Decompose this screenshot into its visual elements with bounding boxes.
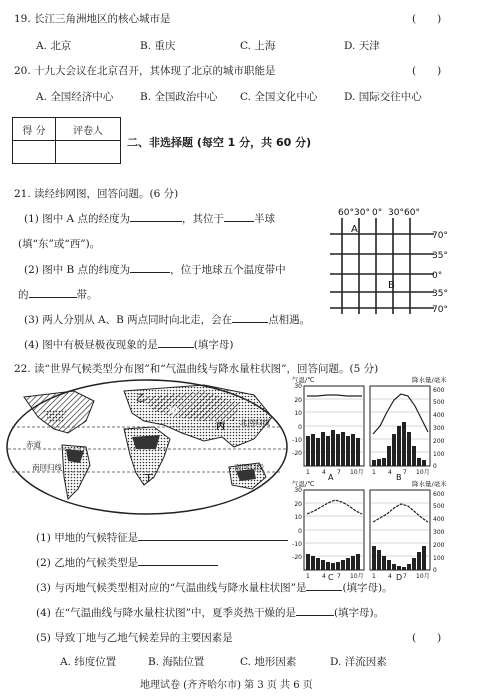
chart-letter-b: B [396, 473, 402, 482]
chart-a-temp-unit: 气温/℃ [292, 376, 315, 384]
score-label: 得 分 [13, 118, 56, 141]
month-tick: 7 [337, 469, 341, 476]
grid-top-label: 60° [404, 208, 420, 218]
q21-part2-line2: 的 带。 [18, 289, 98, 301]
q21-part2-line1: (2) 图中 B 点的纬度为 ，位于地球五个温度带中 [24, 264, 286, 276]
chart-b-precip-unit: 降水量/毫米 [412, 376, 447, 384]
temp-tick: 30 [294, 487, 302, 494]
q22-part1: (1) 甲地的气候特征是 [36, 530, 288, 545]
grid-point-b: B [388, 280, 395, 291]
month-tick: 10月 [416, 573, 430, 580]
q22-part5-paren: ( ) [412, 632, 442, 644]
grid-right-label: 70° [432, 305, 448, 315]
precip-tick: 400 [433, 516, 445, 523]
month-tick: 1 [306, 573, 310, 580]
q20-option-b: B. 全国政治中心 [140, 91, 218, 103]
chart-d-precip-unit: 降水量/毫米 [412, 480, 447, 488]
section-title: 二、非选择题 (每空 1 分，共 60 分) [127, 136, 312, 149]
temp-tick: -10 [292, 541, 302, 548]
precip-tick: 400 [433, 412, 445, 419]
temp-tick: 30 [294, 383, 302, 390]
precip-tick: 500 [433, 399, 445, 406]
q20-paren: ( ) [412, 65, 442, 77]
q20-option-a: A. 全国经济中心 [36, 91, 114, 103]
month-tick: 10月 [350, 573, 364, 580]
q19-option-d: D. 天津 [344, 40, 380, 52]
grid-right-label: 70° [432, 231, 448, 241]
q21-part1-line1: (1) 图中 A 点的经度为 ，其位于 半球 [24, 213, 275, 225]
month-tick: 1 [372, 469, 376, 476]
latlong-grid [324, 206, 464, 321]
map-label-yi: 乙 [136, 394, 146, 404]
q22-option-d: D. 洋流因素 [330, 656, 387, 668]
q19-option-c: C. 上海 [240, 40, 276, 52]
q21-part4: (4) 图中有极昼极夜现象的是 (填字母) [24, 339, 234, 351]
map-label-chidao: 赤道 [26, 440, 41, 449]
map-label-jia: 甲 [169, 408, 179, 418]
temp-tick: -20 [292, 450, 302, 457]
grid-right-label: 0° [432, 271, 443, 281]
temp-tick: 20 [294, 501, 302, 508]
chart-letter-a: A [328, 473, 334, 482]
grid-right-label: 35° [432, 289, 448, 299]
world-climate-map [4, 377, 290, 517]
precip-tick: 200 [433, 542, 445, 549]
map-label-ding: 丁 [144, 474, 154, 484]
grid-top-label: 30° [354, 208, 370, 218]
q22-part5: (5) 导致丁地与乙地气候差异的主要因素是 [36, 632, 233, 644]
month-tick: 10月 [416, 469, 430, 476]
precip-tick: 0 [433, 567, 437, 574]
precip-tick: 200 [433, 438, 445, 445]
q20-option-d: D. 国际交往中心 [344, 91, 422, 103]
grid-top-label: 60° [338, 208, 354, 218]
q19-option-b: B. 重庆 [140, 40, 176, 52]
month-tick: 4 [322, 469, 326, 476]
q21-stem: 21. 读经纬网图，回答问题。(6 分) [14, 188, 179, 200]
chart-letter-d: D [396, 573, 403, 582]
q22-option-b: B. 海陆位置 [148, 656, 205, 668]
month-tick: 10月 [350, 469, 364, 476]
chart-letter-c: C [328, 573, 334, 582]
q21-part3: (3) 两人分别从 A、B 两点同时向北走，会在 点相遇。 [24, 314, 311, 326]
precip-tick: 100 [433, 555, 445, 562]
temp-tick: 10 [294, 514, 302, 521]
q22-part3: (3) 与丙地气候类型相对应的“气温曲线与降水量柱状图”是 (填字母)。 [36, 582, 393, 594]
month-tick: 4 [388, 573, 392, 580]
month-tick: 4 [388, 469, 392, 476]
month-tick: 1 [306, 469, 310, 476]
page-footer: 地理试卷 (齐齐哈尔市) 第 3 页 共 6 页 [140, 680, 313, 691]
month-tick: 7 [337, 573, 341, 580]
chart-c-temp-unit: 气温/℃ [292, 480, 315, 488]
q19-option-a: A. 北京 [36, 40, 72, 52]
q22-stem: 22. 读“世界气候类型分布图”和“气温曲线与降水量柱状图”，回答问题。(5 分) [14, 363, 379, 375]
q20-stem: 20. 十九大会议在北京召开，其体现了北京的城市职能是 [14, 65, 276, 77]
q21-part1-line2: (填“东”或“西”)。 [18, 238, 101, 250]
map-label-nanguixian: 南回归线 [32, 463, 62, 472]
grid-top-label: 30° [388, 208, 404, 218]
grader-label: 评卷人 [56, 118, 121, 141]
month-tick: 7 [403, 573, 407, 580]
temp-tick: -20 [292, 554, 302, 561]
grader-cell [56, 141, 121, 164]
month-tick: 4 [322, 573, 326, 580]
score-cell [13, 141, 56, 164]
temp-tick: 0 [298, 528, 302, 535]
map-label-beiguixian: 北回归线 [240, 418, 270, 427]
climate-charts [290, 374, 460, 582]
month-tick: 1 [372, 573, 376, 580]
q19-stem: 19. 长江三角洲地区的核心城市是 [14, 13, 171, 25]
grid-point-a: A [351, 224, 358, 235]
score-table [12, 117, 121, 164]
temp-tick: 0 [298, 424, 302, 431]
precip-tick: 600 [433, 491, 445, 498]
precip-tick: 0 [433, 463, 437, 470]
precip-tick: 300 [433, 425, 445, 432]
temp-tick: 10 [294, 410, 302, 417]
map-label-nanguixian-2: 南回归线 [234, 463, 264, 472]
temp-tick: -10 [292, 437, 302, 444]
q22-part2: (2) 乙地的气候类型是 [36, 555, 218, 570]
grid-right-label: 35° [432, 251, 448, 261]
q22-option-a: A. 纬度位置 [60, 656, 117, 668]
map-label-bing: 丙 [216, 422, 226, 432]
month-tick: 7 [403, 469, 407, 476]
q22-option-c: C. 地形因素 [240, 656, 297, 668]
q19-paren: ( ) [412, 13, 442, 25]
precip-tick: 500 [433, 503, 445, 510]
precip-tick: 100 [433, 451, 445, 458]
precip-tick: 600 [433, 387, 445, 394]
precip-tick: 300 [433, 529, 445, 536]
q22-part4: (4) 在“气温曲线与降水量柱状图”中，夏季炎热干燥的是 (填字母)。 [36, 607, 385, 619]
q20-option-c: C. 全国文化中心 [240, 91, 318, 103]
grid-top-label: 0° [372, 208, 383, 218]
temp-tick: 20 [294, 397, 302, 404]
